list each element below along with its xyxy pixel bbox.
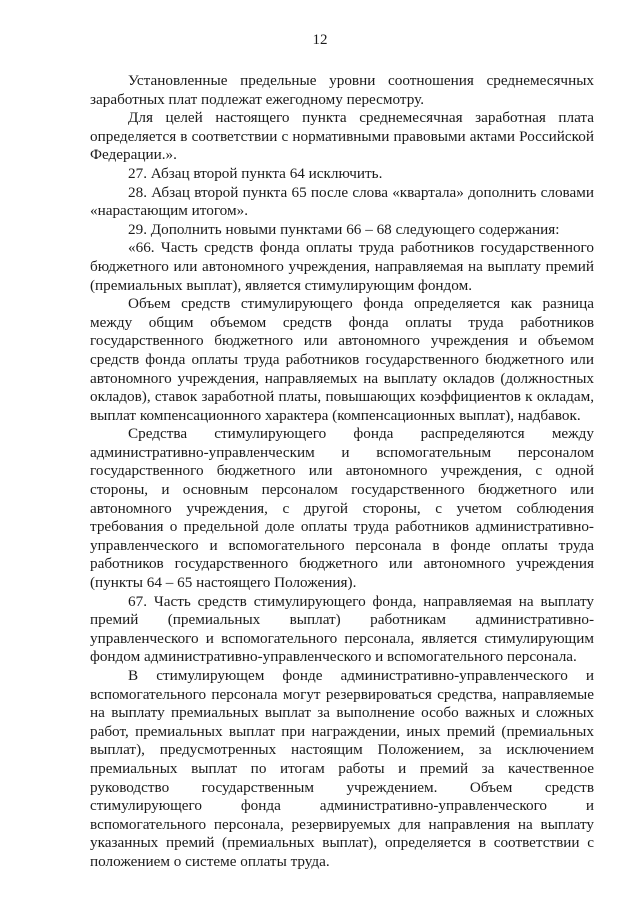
paragraph-average-salary-definition: Для целей настоящего пункта среднемесячная заработная плата определяется в соответствии с нормативными правовыми актами Российской Федерации.». (90, 109, 594, 164)
paragraph-salary-ratio-review: Установленные предельные уровни соотношения среднемесячных заработных плат подлежат ежегодному пересмотру. (90, 72, 594, 108)
paragraph-item-66: «66. Часть средств фонда оплаты труда работников государственного бюджетного или автономного учреждения, направляемая на выплату премий (премиальных выплат), является стимулирующим фондом. (90, 239, 594, 294)
page-number: 12 (312, 32, 328, 48)
paragraph-fund-reserve: В стимулирующем фонде административно-управленческого и вспомогательного персонала могут резервироваться средства, направляемые на выплату премиальных выплат за выполнение особо важных и сложных работ, премиальных выплат при награждении, иных премий (премиальных выплат), предусмотренных настоящим Положением, за исключением премиальных выплат по итогам работы и премий за качественное руководство государственным учреждением. Объем средств стимулирующего фонда административно-управленческого и вспомогательного персонала, резервируемых для направления на выплату указанных премий (премиальных выплат), определяется в соответствии с положением о системе оплаты труда. (90, 667, 594, 870)
paragraph-fund-distribution: Средства стимулирующего фонда распределяются между административно-управленческим и вспомогательным персоналом государственного бюджетного или автономного учреждения, с одной стороны, и основным персоналом государственного бюджетного или автономного учреждения, с другой стороны, с учетом соблюдения требования о предельной доле оплаты труда работников административно-управленческого и вспомогательного персонала в фонде оплаты труда работников государственного бюджетного или автономного учреждения (пункты 64 – 65 настоящего Положения). (90, 425, 594, 592)
paragraph-item-28: 28. Абзац второй пункта 65 после слова «квартала» дополнить словами «нарастающим итогом». (90, 183, 594, 220)
paragraph-item-29: 29. Дополнить новыми пунктами 66 – 68 следующего содержания: (128, 220, 560, 238)
paragraph-fund-volume: Объем средств стимулирующего фонда определяется как разница между общим объемом средств фонда оплаты труда работников государственного бюджетного или автономного учреждения и объемом средств фонда оплаты труда работников государственного бюджетного или автономного учреждения, направляемых на выплату окладов (должностных окладов), ставок заработной платы, повышающих коэффициентов к окладам, выплат компенсационного характера (компенсационных выплат), надбавок. (90, 295, 594, 424)
paragraph-item-67: 67. Часть средств стимулирующего фонда, направляемая на выплату премий (премиальных выплат) работникам административно-управленческого и вспомогательного персонала, является стимулирующим фондом административно-управленческого и вспомогательного персонала. (90, 592, 594, 666)
paragraph-item-27: 27. Абзац второй пункта 64 исключить. (128, 164, 383, 182)
document-body (90, 72, 594, 872)
